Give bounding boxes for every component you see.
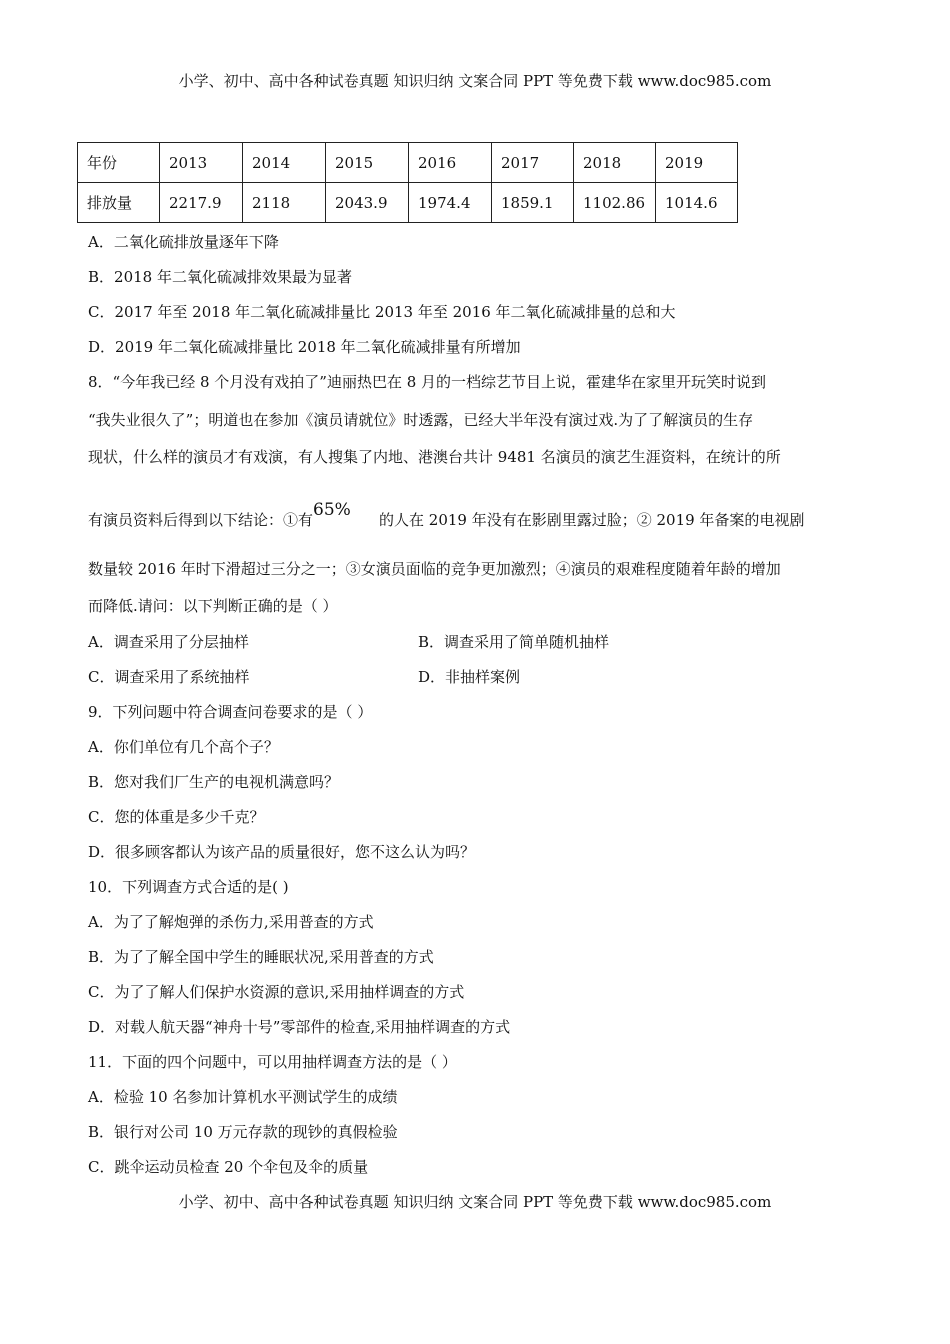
q8-stem-line-1: 8．“今年我已经 8 个月没有戏拍了”迪丽热巴在 8 月的一档综艺节目上说，霍建华在家里开玩笑时说到 (88, 373, 767, 391)
q7-option-c: C．2017 年至 2018 年二氧化硫减排量比 2013 年至 2016 年二氧化硫减排量的总和大 (88, 303, 676, 321)
q8-line4-start: 有演员资料后得到以下结论：①有 (88, 511, 314, 529)
table-cell: 1859.1 (492, 183, 574, 223)
page-header: 小学、初中、高中各种试卷真题 知识归纳 文案合同 PPT 等免费下载 www.doc985.com (178, 72, 772, 90)
page-footer: 小学、初中、高中各种试卷真题 知识归纳 文案合同 PPT 等免费下载 www.doc985.com (178, 1193, 772, 1211)
q7-option-b: B．2018 年二氧化硫减排效果最为显著 (88, 268, 352, 286)
table-row (78, 143, 738, 183)
q8-option-d: D．非抽样案例 (418, 668, 521, 686)
q7-option-a: A．二氧化硫排放量逐年下降 (88, 233, 279, 251)
table-cell: 年份 (78, 143, 160, 183)
q9-option-a: A．你们单位有几个高个子？ (88, 738, 279, 756)
q10-stem: 10．下列调查方式合适的是( ) (88, 878, 289, 896)
table-cell: 2118 (243, 183, 326, 223)
table-cell: 1102.86 (574, 183, 656, 223)
q10-option-c: C．为了了解人们保护水资源的意识,采用抽样调查的方式 (88, 983, 465, 1001)
q9-option-b: B．您对我们厂生产的电视机满意吗？ (88, 773, 340, 791)
q8-stem-line-5: 数量较 2016 年时下滑超过三分之一；③女演员面临的竞争更加激烈；④演员的艰难程度随着年龄的增加 (88, 560, 781, 578)
q11-option-a: A．检验 10 名参加计算机水平测试学生的成绩 (88, 1088, 398, 1106)
q8-option-b: B．调查采用了简单随机抽样 (418, 633, 610, 651)
q8-stem-line-6: 而降低.请问：以下判断正确的是（ ） (88, 597, 338, 615)
table-cell: 2018 (574, 143, 656, 183)
table-cell: 2019 (656, 143, 738, 183)
table-cell: 2016 (409, 143, 492, 183)
percent-value: 65% (313, 500, 351, 520)
q11-option-b: B．银行对公司 10 万元存款的现钞的真假检验 (88, 1123, 398, 1141)
q10-option-d: D．对载人航天器“神舟十号”零部件的检查,采用抽样调查的方式 (88, 1018, 511, 1036)
table-cell: 1974.4 (409, 183, 492, 223)
table-cell: 排放量 (78, 183, 160, 223)
q8-stem-line-2: “我失业很久了”；明道也在参加《演员请就位》时透露，已经大半年没有演过戏.为了了解演员的生存 (88, 411, 754, 429)
table-cell: 2013 (160, 143, 243, 183)
q8-option-c: C．调查采用了系统抽样 (88, 668, 250, 686)
q10-option-a: A．为了了解炮弹的杀伤力,采用普查的方式 (88, 913, 374, 931)
q9-stem: 9．下列问题中符合调查问卷要求的是（ ） (88, 703, 373, 721)
emission-table (77, 142, 738, 223)
table-cell: 1014.6 (656, 183, 738, 223)
q9-option-d: D．很多顾客都认为该产品的质量很好，您不这么认为吗？ (88, 843, 476, 861)
q11-stem: 11．下面的四个问题中，可以用抽样调查方法的是（ ） (88, 1053, 457, 1071)
q8-line4-end: 的人在 2019 年没有在影剧里露过脸；② 2019 年备案的电视剧 (379, 511, 805, 529)
table-row (78, 183, 738, 223)
q8-stem-line-4 (88, 500, 805, 530)
table-cell: 2014 (243, 143, 326, 183)
q10-option-b: B．为了了解全国中学生的睡眠状况,采用普查的方式 (88, 948, 434, 966)
q8-stem-line-3: 现状，什么样的演员才有戏演，有人搜集了内地、港澳台共计 9481 名演员的演艺生涯资料，在统计的所 (88, 448, 781, 466)
q11-option-c: C．跳伞运动员检查 20 个伞包及伞的质量 (88, 1158, 369, 1176)
table-cell: 2015 (326, 143, 409, 183)
table-cell: 2043.9 (326, 183, 409, 223)
table-cell: 2017 (492, 143, 574, 183)
table-cell: 2217.9 (160, 183, 243, 223)
q8-option-a: A．调查采用了分层抽样 (88, 633, 249, 651)
q9-option-c: C．您的体重是多少千克？ (88, 808, 265, 826)
q7-option-d: D．2019 年二氧化硫减排量比 2018 年二氧化硫减排量有所增加 (88, 338, 521, 356)
